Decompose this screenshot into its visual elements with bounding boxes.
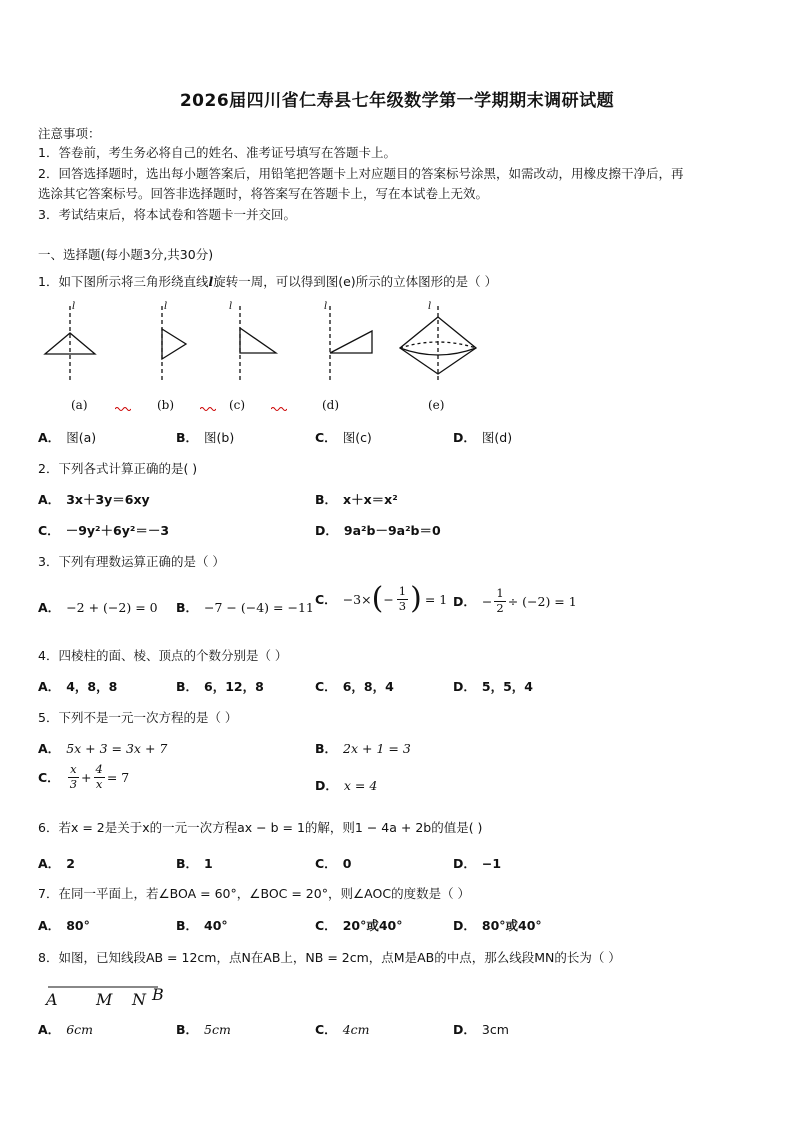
q6-option-b[interactable]: B． 1: [176, 856, 213, 871]
squiggle-underline: [115, 406, 131, 412]
q7-option-b[interactable]: B． 40°: [176, 918, 228, 933]
note-item: 选涂其它答案标号。回答非选择题时，将答案写在答题卡上，写在本试卷上无效。: [38, 186, 489, 201]
axis-l-label: l: [428, 301, 432, 312]
q5-option-d[interactable]: D． x = 4: [315, 778, 378, 793]
q1-option-b[interactable]: B． 图(b): [176, 430, 235, 445]
q4-option-a[interactable]: A． 4，8，8: [38, 679, 118, 694]
question-1-stem: 1．如下图所示将三角形绕直线l旋转一周，可以得到图(e)所示的立体图形的是（ ）: [38, 274, 498, 289]
q5-option-c[interactable]: C． $\frac{x}{3}$ + $\frac{4}{x}$ = 7: [38, 762, 130, 791]
q5-option-a[interactable]: A． 5x + 3 = 3x + 7: [38, 741, 168, 756]
question-2-stem: 2．下列各式计算正确的是( ): [38, 461, 198, 476]
section-heading: 一、选择题(每小题3分,共30分): [38, 247, 214, 262]
q8-option-c[interactable]: C． 4cm: [315, 1022, 370, 1037]
notes-heading: 注意事项：: [38, 126, 101, 141]
point-a-label: A: [46, 990, 58, 1008]
squiggle-underline: [200, 406, 216, 412]
q2-option-d[interactable]: D． 9a²b－9a²b＝0: [315, 523, 441, 538]
figure-label-d: (d): [322, 398, 340, 412]
q3-option-b[interactable]: B． −7 − (−4) = −11: [176, 600, 314, 615]
q7-option-a[interactable]: A． 80°: [38, 918, 90, 933]
q2-option-c[interactable]: C． －9y²＋6y²＝－3: [38, 523, 170, 538]
q2-option-a[interactable]: A． 3x＋3y＝6xy: [38, 492, 150, 507]
q5-option-b[interactable]: B． 2x + 1 = 3: [315, 741, 411, 756]
point-b-label: B: [152, 985, 164, 1004]
figure-label-e: (e): [428, 398, 445, 412]
q7-option-d[interactable]: D． 80°或40°: [453, 918, 542, 933]
question-3-stem: 3．下列有理数运算正确的是（ ）: [38, 554, 225, 569]
figure-label-a: (a): [71, 398, 88, 412]
q8-option-a[interactable]: A． 6cm: [38, 1022, 93, 1037]
q1-option-c[interactable]: C． 图(c): [315, 430, 372, 445]
segment-ab-figure: [40, 978, 180, 1008]
q8-option-b[interactable]: B． 5cm: [176, 1022, 231, 1037]
figure-label-b: (b): [157, 398, 175, 412]
q1-option-d[interactable]: D． 图(d): [453, 430, 513, 445]
rotation-figures: [0, 296, 794, 388]
q7-option-c[interactable]: C． 20°或40°: [315, 918, 403, 933]
question-6-stem: 6．若x = 2是关于x的一元一次方程ax − b = 1的解，则1 − 4a + 2b的值是( ): [38, 820, 483, 835]
q3-option-d[interactable]: D． − $\frac{1}{2}$ ÷ (−2) = 1: [453, 586, 577, 615]
page-title: 2026届四川省仁寿县七年级数学第一学期期末调研试题: [179, 91, 615, 111]
q2-option-b[interactable]: B． x＋x＝x²: [315, 492, 398, 507]
axis-l-label: l: [324, 301, 328, 312]
axis-l-label: l: [164, 301, 168, 312]
q8-option-d[interactable]: D． 3cm: [453, 1022, 509, 1037]
axis-l-label: l: [72, 301, 76, 312]
note-item: 2．回答选择题时，选出每小题答案后，用铅笔把答题卡上对应题目的答案标号涂黑，如需改动，用橡皮擦干净后，再: [38, 166, 684, 181]
q6-option-a[interactable]: A． 2: [38, 856, 75, 871]
question-8-stem: 8．如图，已知线段AB = 12cm，点N在AB上，NB = 2cm，点M是AB的中点，那么线段MN的长为（ ）: [38, 950, 621, 965]
note-item: 1．答卷前，考生务必将自己的姓名、准考证号填写在答题卡上。: [38, 145, 396, 160]
question-4-stem: 4．四棱柱的面、棱、顶点的个数分别是（ ）: [38, 648, 288, 663]
note-item: 3．考试结束后，将本试卷和答题卡一并交回。: [38, 207, 296, 222]
q6-option-d[interactable]: D． −1: [453, 856, 502, 871]
q1-option-a[interactable]: A． 图(a): [38, 430, 97, 445]
q4-option-c[interactable]: C． 6，8，4: [315, 679, 394, 694]
axis-l-label: l: [229, 301, 233, 312]
q4-option-b[interactable]: B． 6，12，8: [176, 679, 264, 694]
point-n-label: N: [132, 990, 146, 1008]
figure-label-c: (c): [229, 398, 246, 412]
q4-option-d[interactable]: D． 5，5，4: [453, 679, 533, 694]
squiggle-underline: [271, 406, 287, 412]
q3-option-c[interactable]: C． −3× ( − $\frac{1}{3}$ ) = 1: [315, 581, 448, 616]
q3-option-a[interactable]: A． −2 + (−2) = 0: [38, 600, 158, 615]
point-m-label: M: [96, 990, 113, 1008]
q6-option-c[interactable]: C． 0: [315, 856, 352, 871]
question-5-stem: 5．下列不是一元一次方程的是（ ）: [38, 710, 238, 725]
question-7-stem: 7．在同一平面上，若∠BOA = 60°，∠BOC = 20°，则∠AOC的度数是（ ）: [38, 886, 471, 901]
